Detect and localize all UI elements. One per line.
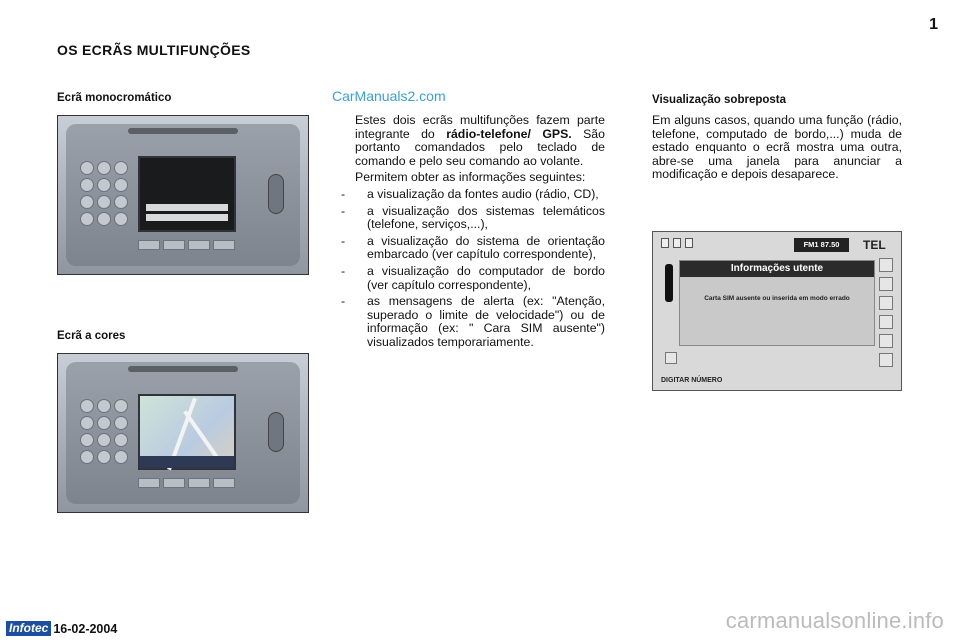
battery-icon — [673, 238, 681, 248]
list-item: - a visualização da fontes audio (rádio, CD), — [341, 186, 599, 201]
info-popup — [679, 260, 875, 346]
watermark-bottom: carmanualsonline.info — [725, 608, 944, 633]
radio-frequency-badge: FM1 87.50 — [794, 238, 849, 252]
allow-paragraph: Permitem obter as informações seguintes: — [355, 170, 586, 185]
infotec-logo: Infotec — [6, 621, 51, 636]
overlay-display-screenshot — [652, 231, 902, 391]
list-item: - a visualização dos sistemas telemáticos (telefone, serviços,...), — [341, 203, 605, 232]
intro-paragraph: Estes dois ecrãs multifunções fazem parte integrante do rádio-telefone/ GPS. São portanto comandados pelo teclado de comando e pelo seu comando ao volante. — [355, 113, 605, 168]
list-item: - a visualização do sistema de orientação embarcado (ver capítulo correspondente), — [341, 233, 605, 262]
intro-text-block — [341, 113, 605, 353]
color-map-screen — [138, 394, 236, 470]
popup-title: Informações utente — [680, 261, 874, 277]
mono-heading: Ecrã monocromático — [57, 92, 172, 104]
page-title: OS ECRÃS MULTIFUNÇÕES — [57, 42, 251, 58]
signal-icon — [661, 238, 669, 248]
color-heading: Ecrã a cores — [57, 330, 126, 342]
footer — [6, 621, 117, 636]
watermark-top: CarManuals2.com — [332, 88, 446, 104]
mono-screen — [138, 156, 236, 232]
mono-device-photo — [57, 115, 309, 275]
antenna-icon — [685, 238, 693, 248]
footer-date: 16-02-2004 — [53, 621, 118, 636]
color-device-photo — [57, 353, 309, 513]
feature-list — [341, 188, 605, 350]
list-item: - a visualização do computador de bordo (ver capítulo correspondente), — [341, 263, 605, 292]
overlay-heading: Visualização sobreposta — [652, 94, 787, 106]
page-number: 1 — [929, 16, 938, 33]
list-item: - as mensagens de alerta (ex: "Atenção, superado o limite de velocidade") ou de informação (ex: " Cara SIM ausente") visualizados temporariamente. — [341, 294, 605, 349]
display-footer: DIGITAR NÚMERO — [661, 377, 723, 384]
popup-message: Carta SIM ausente ou inserida em modo errado — [704, 295, 850, 302]
tel-label: TEL — [863, 238, 886, 252]
overlay-text: Em alguns casos, quando uma função (rádio, telefone, computado de bordo,...) muda de estado enquanto o ecrã mostra uma outra, abre-se uma janela para anunciar a modificação e depois desaparece. — [652, 113, 902, 182]
